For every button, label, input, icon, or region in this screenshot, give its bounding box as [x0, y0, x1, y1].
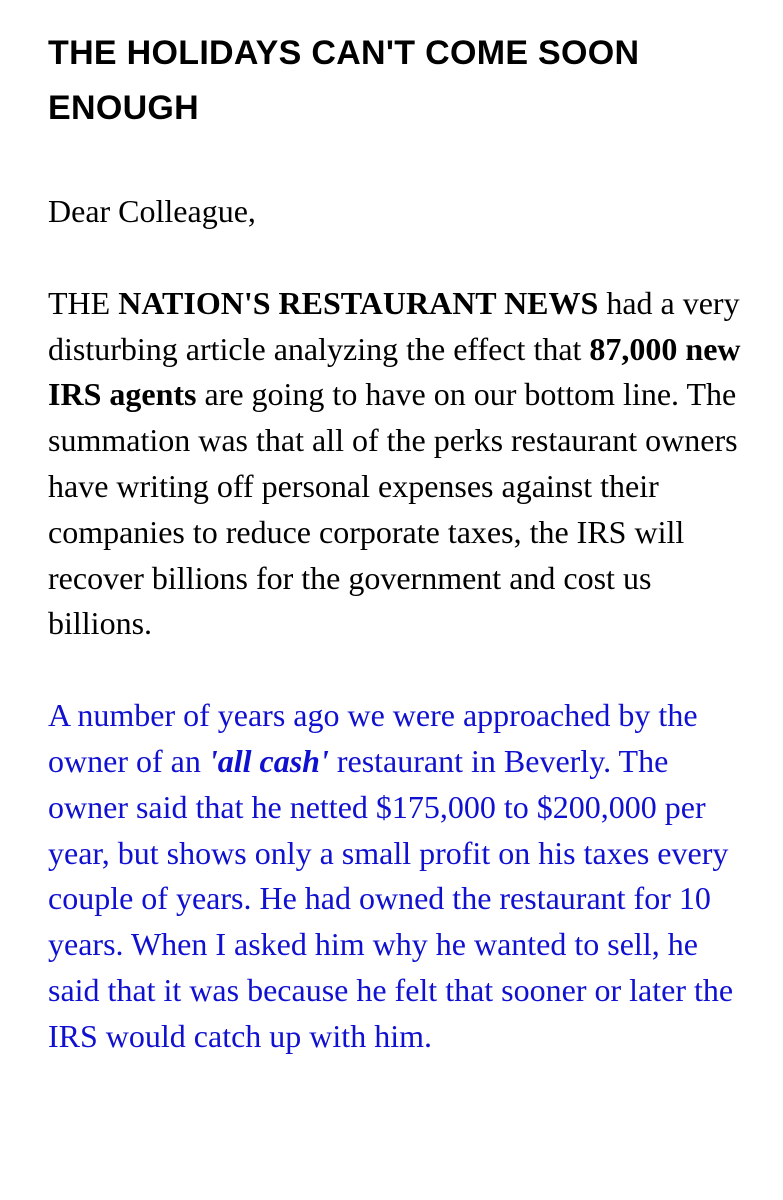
paragraph1-rest: are going to have on our bottom line. The summation was that all of the perks restaurant owners have writing off personal expenses against their companies to reduce corporate taxes, the IRS will recover billions for the government and cost us billions. — [48, 376, 738, 642]
paragraph2-prefix: A number of years ago we were approached by the owner of an — [48, 697, 698, 779]
publication-name: NATION'S RESTAURANT NEWS — [118, 284, 599, 321]
all-cash-emphasis: 'all cash' — [208, 742, 329, 779]
paragraph-article-summary — [48, 281, 748, 647]
paragraph1-mid: had a very disturbing article analyzing the effect that — [48, 284, 740, 367]
letter-document — [48, 26, 748, 1060]
paragraph1-prefix: THE — [48, 284, 119, 321]
irs-agents-highlight: 87,000 new IRS agents — [48, 330, 741, 413]
paragraph-restaurant-story — [48, 693, 748, 1059]
headline: THE HOLIDAYS CAN'T COME SOON ENOUGH — [48, 34, 640, 127]
paragraph2-rest: restaurant in Beverly. The owner said that he netted $175,000 to $200,000 per year, but shows only a small profit on his taxes every couple of years. He had owned the restaurant for 10 years. When I asked him why he wanted to sell, he said that it was because he felt that sooner or later the IRS would catch up with him. — [48, 742, 734, 1054]
greeting: Dear Colleague, — [48, 193, 256, 229]
